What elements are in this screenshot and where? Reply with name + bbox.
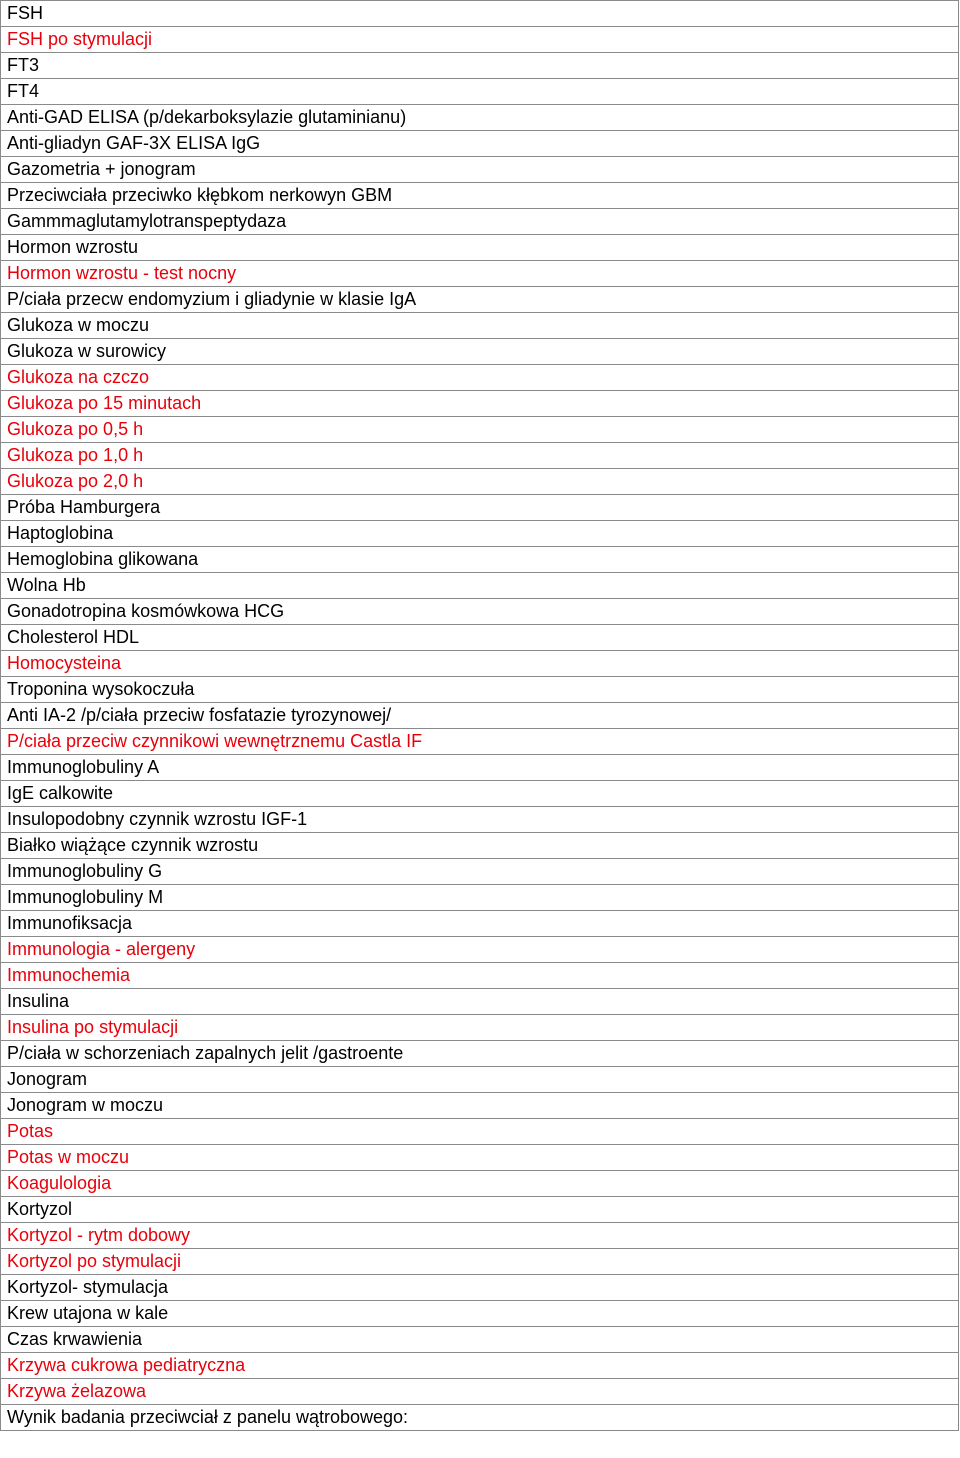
test-name-cell: Glukoza w surowicy: [1, 339, 959, 365]
test-name-cell: Kortyzol - rytm dobowy: [1, 1223, 959, 1249]
table-row: [1, 53, 959, 79]
table-row: [1, 1197, 959, 1223]
test-name-cell: FT3: [1, 53, 959, 79]
table-row: [1, 1327, 959, 1353]
test-name-cell: Immunoglobuliny A: [1, 755, 959, 781]
test-name-cell: Glukoza po 1,0 h: [1, 443, 959, 469]
test-name-cell: Potas: [1, 1119, 959, 1145]
test-name-cell: Krzywa żelazowa: [1, 1379, 959, 1405]
table-row: [1, 807, 959, 833]
test-name-cell: P/ciała w schorzeniach zapalnych jelit /gastroente: [1, 1041, 959, 1067]
table-row: [1, 1223, 959, 1249]
table-row: [1, 781, 959, 807]
table-row: [1, 963, 959, 989]
table-row: [1, 79, 959, 105]
test-name-cell: Potas w moczu: [1, 1145, 959, 1171]
test-name-cell: P/ciała przeciw czynnikowi wewnętrznemu Castla IF: [1, 729, 959, 755]
table-row: [1, 495, 959, 521]
table-row: [1, 989, 959, 1015]
test-name-cell: Wynik badania przeciwciał z panelu wątrobowego:: [1, 1405, 959, 1431]
test-name-cell: Glukoza po 0,5 h: [1, 417, 959, 443]
test-name-cell: Krew utajona w kale: [1, 1301, 959, 1327]
table-row: [1, 1015, 959, 1041]
test-name-cell: FT4: [1, 79, 959, 105]
test-name-cell: Białko wiążące czynnik wzrostu: [1, 833, 959, 859]
test-name-cell: Kortyzol: [1, 1197, 959, 1223]
table-row: [1, 1041, 959, 1067]
test-name-cell: Immunoglobuliny G: [1, 859, 959, 885]
test-name-cell: Glukoza po 15 minutach: [1, 391, 959, 417]
table-row: [1, 1119, 959, 1145]
table-row: [1, 261, 959, 287]
test-name-cell: Immunoglobuliny M: [1, 885, 959, 911]
table-row: [1, 1353, 959, 1379]
table-row: [1, 287, 959, 313]
table-row: [1, 1145, 959, 1171]
test-name-cell: Haptoglobina: [1, 521, 959, 547]
test-name-cell: Hormon wzrostu - test nocny: [1, 261, 959, 287]
test-name-cell: Insulina po stymulacji: [1, 1015, 959, 1041]
table-row: [1, 573, 959, 599]
table-row: [1, 157, 959, 183]
table-row: [1, 1093, 959, 1119]
test-name-cell: Gammmaglutamylotranspeptydaza: [1, 209, 959, 235]
test-name-cell: FSH: [1, 1, 959, 27]
table-row: [1, 313, 959, 339]
test-name-cell: Homocysteina: [1, 651, 959, 677]
table-row: [1, 625, 959, 651]
table-row: [1, 365, 959, 391]
table-row: [1, 417, 959, 443]
table-row: [1, 1405, 959, 1431]
table-row: [1, 469, 959, 495]
table-row: [1, 937, 959, 963]
table-row: [1, 911, 959, 937]
test-name-cell: Wolna Hb: [1, 573, 959, 599]
table-row: [1, 1249, 959, 1275]
test-name-cell: FSH po stymulacji: [1, 27, 959, 53]
table-row: [1, 391, 959, 417]
table-row: [1, 703, 959, 729]
table-row: [1, 755, 959, 781]
table-row: [1, 1171, 959, 1197]
table-row: [1, 1275, 959, 1301]
table-row: [1, 183, 959, 209]
table-row: [1, 859, 959, 885]
table-row: [1, 235, 959, 261]
test-name-cell: Przeciwciała przeciwko kłębkom nerkowyn GBM: [1, 183, 959, 209]
test-name-cell: Immunochemia: [1, 963, 959, 989]
test-name-cell: Hemoglobina glikowana: [1, 547, 959, 573]
test-name-cell: Glukoza po 2,0 h: [1, 469, 959, 495]
test-name-cell: Anti-GAD ELISA (p/dekarboksylazie glutaminianu): [1, 105, 959, 131]
table-row: [1, 833, 959, 859]
table-row: [1, 209, 959, 235]
test-name-cell: Insulopodobny czynnik wzrostu IGF-1: [1, 807, 959, 833]
table-row: [1, 1379, 959, 1405]
table-row: [1, 131, 959, 157]
test-name-cell: Glukoza w moczu: [1, 313, 959, 339]
table-row: [1, 1301, 959, 1327]
test-name-cell: Anti-gliadyn GAF-3X ELISA IgG: [1, 131, 959, 157]
lab-tests-table-body: [1, 1, 959, 1431]
test-name-cell: Gonadotropina kosmówkowa HCG: [1, 599, 959, 625]
table-row: [1, 677, 959, 703]
table-row: [1, 27, 959, 53]
test-name-cell: Jonogram: [1, 1067, 959, 1093]
table-row: [1, 443, 959, 469]
test-name-cell: Insulina: [1, 989, 959, 1015]
table-row: [1, 599, 959, 625]
test-name-cell: IgE calkowite: [1, 781, 959, 807]
table-row: [1, 1067, 959, 1093]
table-row: [1, 885, 959, 911]
test-name-cell: Anti IA-2 /p/ciała przeciw fosfatazie tyrozynowej/: [1, 703, 959, 729]
table-row: [1, 651, 959, 677]
table-row: [1, 339, 959, 365]
table-row: [1, 105, 959, 131]
test-name-cell: Czas krwawienia: [1, 1327, 959, 1353]
test-name-cell: Troponina wysokoczuła: [1, 677, 959, 703]
table-row: [1, 547, 959, 573]
test-name-cell: Kortyzol- stymulacja: [1, 1275, 959, 1301]
test-name-cell: Kortyzol po stymulacji: [1, 1249, 959, 1275]
table-row: [1, 521, 959, 547]
test-name-cell: Gazometria + jonogram: [1, 157, 959, 183]
test-name-cell: Jonogram w moczu: [1, 1093, 959, 1119]
test-name-cell: Glukoza na czczo: [1, 365, 959, 391]
table-row: [1, 729, 959, 755]
test-name-cell: P/ciała przecw endomyzium i gliadynie w klasie IgA: [1, 287, 959, 313]
table-row: [1, 1, 959, 27]
test-name-cell: Koagulologia: [1, 1171, 959, 1197]
test-name-cell: Immunologia - alergeny: [1, 937, 959, 963]
test-name-cell: Hormon wzrostu: [1, 235, 959, 261]
test-name-cell: Krzywa cukrowa pediatryczna: [1, 1353, 959, 1379]
test-name-cell: Cholesterol HDL: [1, 625, 959, 651]
test-name-cell: Immunofiksacja: [1, 911, 959, 937]
test-name-cell: Próba Hamburgera: [1, 495, 959, 521]
